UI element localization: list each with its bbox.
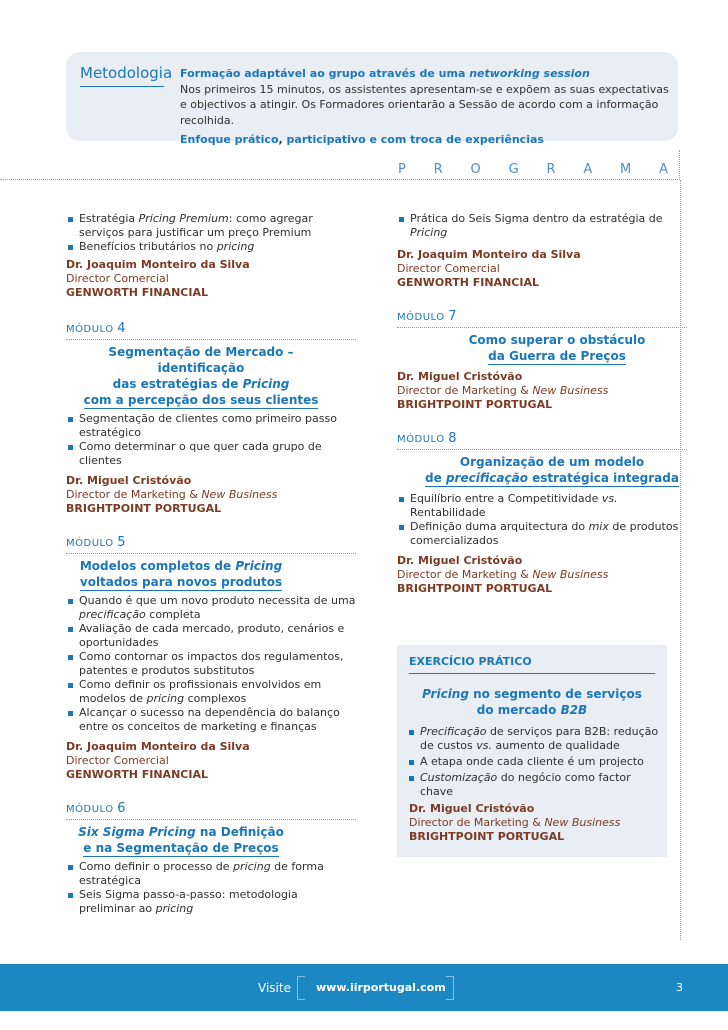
list-item: Alcançar o sucesso na dependência do balanço entre os conceitos de marketing e finanças (66, 706, 356, 734)
list-item: Estratégia Pricing Premium: como agregar serviços para justificar um preço Premium (66, 212, 356, 240)
left-column (66, 212, 356, 916)
visit-label: Visite (258, 981, 291, 995)
intro-list-right (397, 212, 687, 240)
module-5-list (66, 594, 356, 734)
speaker-block: Dr. Miguel Cristóvão Director de Marketing & New Business BRIGHTPOINT PORTUGAL (397, 554, 609, 595)
speaker-block: Dr. Miguel Cristóvão Director de Marketing & New Business BRIGHTPOINT PORTUGAL (409, 802, 621, 843)
list-item: Customização do negócio como factor chave (407, 771, 662, 799)
module-8-list (397, 492, 687, 548)
module-8-heading: MÓDULO 8 (397, 432, 687, 450)
speaker-block: Dr. Joaquim Monteiro da Silva Director Comercial GENWORTH FINANCIAL (66, 258, 250, 299)
bracket-right (446, 976, 454, 1000)
list-item: A etapa onde cada cliente é um projecto (407, 755, 662, 769)
speaker-block: Dr. Miguel Cristóvão Director de Marketing & New Business BRIGHTPOINT PORTUGAL (397, 370, 609, 411)
website-link[interactable]: www.iirportugal.com (316, 981, 446, 994)
speaker-block: Dr. Joaquim Monteiro da Silva Director Comercial GENWORTH FINANCIAL (66, 740, 250, 781)
module-6-heading: MÓDULO 6 (66, 802, 356, 820)
exercise-title: Pricing no segmento de serviços do mercado B2B (422, 687, 642, 717)
module-4-list (66, 412, 356, 468)
list-item: Como determinar o que quer cada grupo de clientes (66, 440, 356, 468)
module-8-title: Organização de um modelo de precificação estratégica integrada (425, 455, 679, 485)
list-item: Benefícios tributários no pricing (66, 240, 356, 254)
module-4-title: Segmentação de Mercado – identificação das estratégias de Pricing com a percepção dos seus clientes (83, 345, 319, 407)
exercise-list (407, 725, 662, 799)
list-item: Prática do Seis Sigma dentro da estratégia de Pricing (397, 212, 687, 240)
list-item: Equilíbrio entre a Competitividade vs. Rentabilidade (397, 492, 687, 520)
list-item: Como definir os profissionais envolvidos em modelos de pricing complexos (66, 678, 356, 706)
list-item: Como definir o processo de pricing de forma estratégica (66, 860, 356, 888)
module-4-heading: MÓDULO 4 (66, 322, 356, 340)
list-item: Quando é que um novo produto necessita de uma precificação completa (66, 594, 356, 622)
exercise-heading: EXERCÍCIO PRÁTICO (409, 655, 655, 674)
list-item: Como contornar os impactos dos regulamentos, patentes e produtos substitutos (66, 650, 356, 678)
module-7-heading: MÓDULO 7 (397, 310, 687, 328)
speaker-block: Dr. Joaquim Monteiro da Silva Director Comercial GENWORTH FINANCIAL (397, 248, 581, 289)
module-5-title: Modelos completos de Pricing voltados para novos produtos (79, 559, 283, 589)
speaker-block: Dr. Miguel Cristóvão Director de Marketing & New Business BRIGHTPOINT PORTUGAL (66, 474, 278, 515)
methodology-box (66, 52, 678, 146)
right-column (397, 212, 687, 596)
module-7-title: Como superar o obstáculo da Guerra de Preços (468, 333, 646, 363)
programa-heading: P R O G R A M A (398, 162, 668, 177)
methodology-text: Formação adaptável ao grupo através de uma networking session Nos primeiros 15 minutos, os assistentes apresentam-se e expõem as suas expectativas e objectivos a atingir. Os Formadores orientarão a Sessão de acordo com a informação recolhida. Enfoque prático, participativo e com troca de experiências (180, 67, 669, 146)
module-6-title: Six Sigma Pricing na Definição e na Segmentação de Preços (78, 825, 284, 855)
module-5-heading: MÓDULO 5 (66, 536, 356, 554)
list-item: Precificação de serviços para B2B: redução de custos vs. aumento de qualidade (407, 725, 662, 753)
list-item: Definição duma arquitectura do mix de produtos comercializados (397, 520, 687, 548)
list-item: Seis Sigma passo-a-passo: metodologia preliminar ao pricing (66, 888, 356, 916)
bracket-left (297, 976, 305, 1000)
methodology-label: Metodologia (80, 64, 164, 87)
page-number: 3 (676, 981, 683, 994)
list-item: Segmentação de clientes como primeiro passo estratégico (66, 412, 356, 440)
list-item: Avaliação de cada mercado, produto, cenários e oportunidades (66, 622, 356, 650)
module-6-list (66, 860, 356, 916)
footer-bar (0, 964, 728, 1011)
intro-list-left (66, 212, 356, 254)
exercise-box (397, 645, 667, 857)
